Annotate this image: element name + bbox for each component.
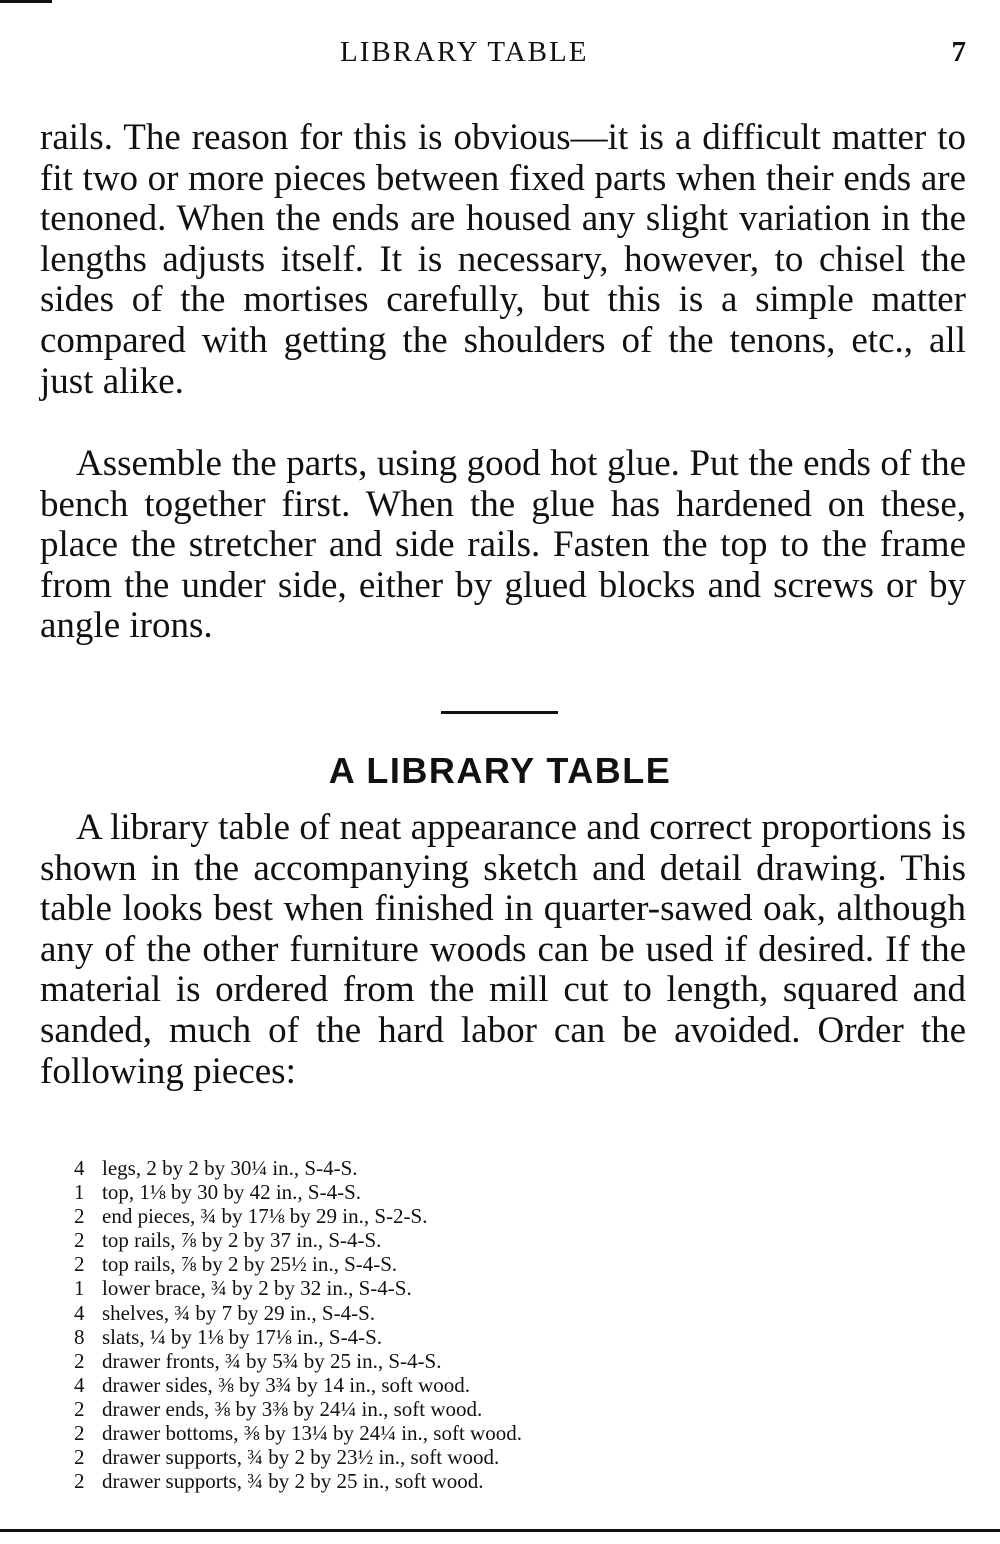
paragraph-assemble: Assemble the parts, using good hot glue. Put the ends of the bench together first. When the glue has hardened on these, place the stretcher and side rails. Fasten the top to the frame from the under side, either by glued blocks and screws or by angle irons. (40, 443, 966, 647)
running-title: LIBRARY TABLE (340, 36, 589, 68)
list-item (74, 1252, 522, 1276)
section-divider (441, 711, 558, 714)
list-item (74, 1301, 522, 1325)
list-item (74, 1204, 522, 1228)
corner-print-mark (0, 0, 52, 3)
piece-description: drawer supports, ¾ by 2 by 23½ in., soft wood. (102, 1445, 500, 1470)
piece-description: top, 1⅛ by 30 by 42 in., S-4-S. (102, 1180, 362, 1205)
list-item (74, 1228, 522, 1252)
page-bottom-rule (0, 1529, 1000, 1532)
list-item (74, 1373, 522, 1397)
piece-description: drawer sides, ⅜ by 3¾ by 14 in., soft wood. (102, 1372, 471, 1397)
section-title: A LIBRARY TABLE (328, 750, 672, 791)
piece-description: drawer ends, ⅜ by 3⅜ by 24¼ in., soft wood. (102, 1396, 483, 1421)
piece-description: end pieces, ¾ by 17⅛ by 29 in., S-2-S. (102, 1204, 428, 1229)
running-header (0, 36, 1000, 76)
list-item (74, 1421, 522, 1445)
piece-quantity: 2 (74, 1445, 85, 1470)
piece-description: top rails, ⅞ by 2 by 37 in., S-4-S. (102, 1228, 382, 1253)
piece-description: drawer fronts, ¾ by 5¾ by 25 in., S-4-S. (102, 1348, 442, 1373)
piece-quantity: 8 (74, 1324, 85, 1349)
page-number: 7 (951, 36, 966, 68)
list-item (74, 1156, 522, 1180)
piece-description: drawer supports, ¾ by 2 by 25 in., soft wood. (102, 1469, 484, 1494)
list-item (74, 1445, 522, 1469)
list-item (74, 1276, 522, 1300)
piece-quantity: 4 (74, 1156, 85, 1180)
paragraph-rails: rails. The reason for this is obvious—it is a difficult matter to fit two or more pieces between fixed parts when their ends are tenoned. When the ends are housed any slight variation in the lengths adjusts itself. It is necessary, however, to chisel the sides of the mortises carefully, but this is a simple matter compared with getting the shoulders of the tenons, etc., all just alike. (40, 117, 966, 402)
piece-quantity: 4 (74, 1300, 85, 1325)
piece-quantity: 2 (74, 1396, 85, 1421)
paragraph-library-intro: A library table of neat appearance and correct proportions is shown in the accompanying sketch and detail drawing. This table looks best when finished in quarter-sawed oak, although any of the other furniture woods can be used if desired. If the material is ordered from the mill cut to length, squared and sanded, much of the hard labor can be avoided. Order the following pieces: (40, 807, 966, 1092)
piece-description: drawer bottoms, ⅜ by 13¼ by 24¼ in., soft wood. (102, 1421, 522, 1446)
list-item (74, 1325, 522, 1349)
piece-description: legs, 2 by 2 by 30¼ in., S-4-S. (102, 1156, 358, 1180)
list-item (74, 1180, 522, 1204)
list-item (74, 1469, 522, 1493)
piece-quantity: 2 (74, 1469, 85, 1494)
piece-quantity: 2 (74, 1421, 85, 1446)
piece-quantity: 1 (74, 1276, 85, 1301)
piece-quantity: 2 (74, 1228, 85, 1253)
piece-quantity: 2 (74, 1252, 85, 1277)
pieces-list (74, 1156, 522, 1493)
piece-description: top rails, ⅞ by 2 by 25½ in., S-4-S. (102, 1252, 398, 1277)
piece-description: shelves, ¾ by 7 by 29 in., S-4-S. (102, 1300, 375, 1325)
piece-quantity: 1 (74, 1180, 85, 1205)
piece-description: slats, ¼ by 1⅛ by 17⅛ in., S-4-S. (102, 1324, 383, 1349)
list-item (74, 1397, 522, 1421)
list-item (74, 1349, 522, 1373)
piece-quantity: 2 (74, 1204, 85, 1229)
piece-quantity: 4 (74, 1372, 85, 1397)
piece-description: lower brace, ¾ by 2 by 32 in., S-4-S. (102, 1276, 412, 1301)
piece-quantity: 2 (74, 1348, 85, 1373)
